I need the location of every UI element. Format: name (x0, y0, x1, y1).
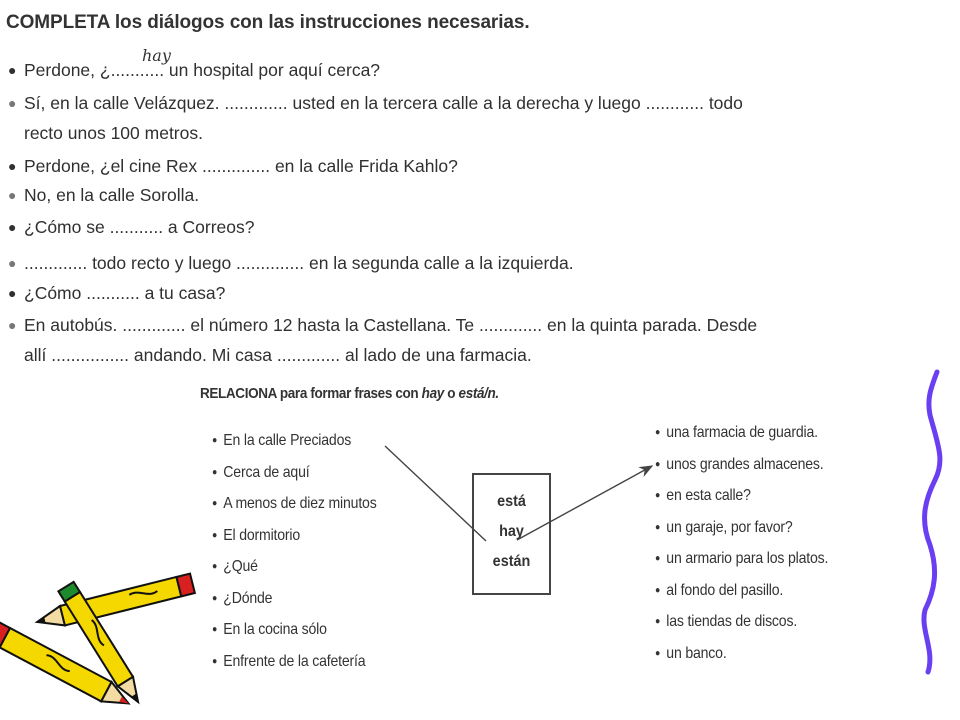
dialog-line-text: Sí, en la calle Velázquez. ............. usted en la tercera calle a la derecha y luego ............ todo (24, 93, 743, 113)
list-item-text: Cerca de aquí (223, 463, 310, 481)
dialog-line-text: Perdone, ¿el cine Rex .............. en la calle Frida Kahlo? (24, 156, 458, 176)
dialog-line-text: Perdone, ¿........... un hospital por aquí cerca? (24, 60, 381, 80)
bullet-icon: ● (8, 187, 17, 203)
dialog-line-text: allí ................ andando. Mi casa ............. al lado de una farmacia. (24, 345, 532, 365)
list-item-text: A menos de diez minutos (223, 495, 377, 512)
list-item-text: las tiendas de discos. (666, 613, 798, 630)
bullet-icon: ● (8, 219, 17, 235)
arrow-line-left (385, 446, 486, 541)
arrow-line-right (517, 466, 652, 540)
bullet-icon: ● (8, 317, 17, 333)
bullet-icon: ● (212, 655, 218, 667)
bullet-icon: ● (655, 458, 661, 470)
bullet-icon: ● (8, 255, 17, 271)
completa-title-rest: los diálogos con las instrucciones necesarias. (109, 12, 530, 33)
verb-hay: hay (499, 523, 524, 540)
pencils-clipart-icon (0, 574, 195, 714)
list-item-text: unos grandes almacenes. (666, 455, 824, 473)
list-item-text: El dormitorio (223, 526, 301, 544)
list-item-text: al fondo del pasillo. (666, 581, 784, 599)
list-item-text: una farmacia de guardia. (666, 424, 818, 441)
dialog-line-text: En autobús. ............. el número 12 hasta la Castellana. Te ............. en la quinta parada. Desde (24, 315, 758, 335)
handwritten-answer: hay (142, 46, 171, 65)
relaciona-title-esta: está/n. (458, 385, 499, 402)
list-item-text: un armario para los platos. (666, 550, 829, 567)
relaciona-title-lead: RELACIONA para formar frases con (200, 385, 422, 402)
bullet-icon: ● (8, 158, 17, 174)
list-item-text: En la cocina sólo (223, 621, 327, 638)
list-item-text: ¿Dónde (223, 589, 273, 607)
list-item-text: Enfrente de la cafetería (223, 652, 366, 670)
dialog-line-text: ¿Cómo se ........... a Correos? (24, 217, 255, 237)
bullet-icon: ● (212, 624, 218, 635)
bullet-icon: ● (8, 62, 17, 78)
bullet-icon: ● (655, 584, 661, 596)
curly-brace-icon (924, 372, 940, 672)
bullet-icon: ● (212, 435, 218, 446)
dialog-line-text: ............. todo recto y luego .............. en la segunda calle a la izquierda. (24, 253, 574, 273)
bullet-icon: ● (655, 427, 661, 438)
bullet-icon: ● (8, 285, 17, 301)
list-item-text: un banco. (666, 644, 727, 662)
list-item-text: un garaje, por favor? (666, 518, 793, 536)
bullet-icon: ● (212, 498, 218, 509)
verb-estan: están (492, 553, 531, 570)
bullet-icon: ● (212, 561, 218, 572)
bullet-icon: ● (655, 647, 661, 659)
bullet-icon: ● (655, 553, 661, 564)
bullet-icon: ● (655, 521, 661, 533)
relaciona-title-o: o (443, 385, 459, 402)
list-item-text: en esta calle? (666, 487, 751, 504)
bullet-icon: ● (212, 466, 218, 478)
verb-esta: está (497, 493, 526, 510)
dialog-line-text: No, en la calle Sorolla. (24, 185, 200, 205)
bullet-icon: ● (8, 95, 17, 111)
list-item-text: ¿Qué (223, 558, 258, 575)
relaciona-title-hay: hay (421, 385, 444, 402)
dialog-line-text: ¿Cómo ........... a tu casa? (24, 283, 226, 303)
bullet-icon: ● (212, 592, 218, 604)
dialog-line-text: recto unos 100 metros. (24, 123, 203, 143)
list-item-text: En la calle Preciados (223, 432, 352, 449)
bullet-icon: ● (655, 616, 661, 627)
bullet-icon: ● (212, 529, 218, 541)
bullet-icon: ● (655, 490, 661, 501)
completa-title-lead: COMPLETA (6, 12, 110, 33)
